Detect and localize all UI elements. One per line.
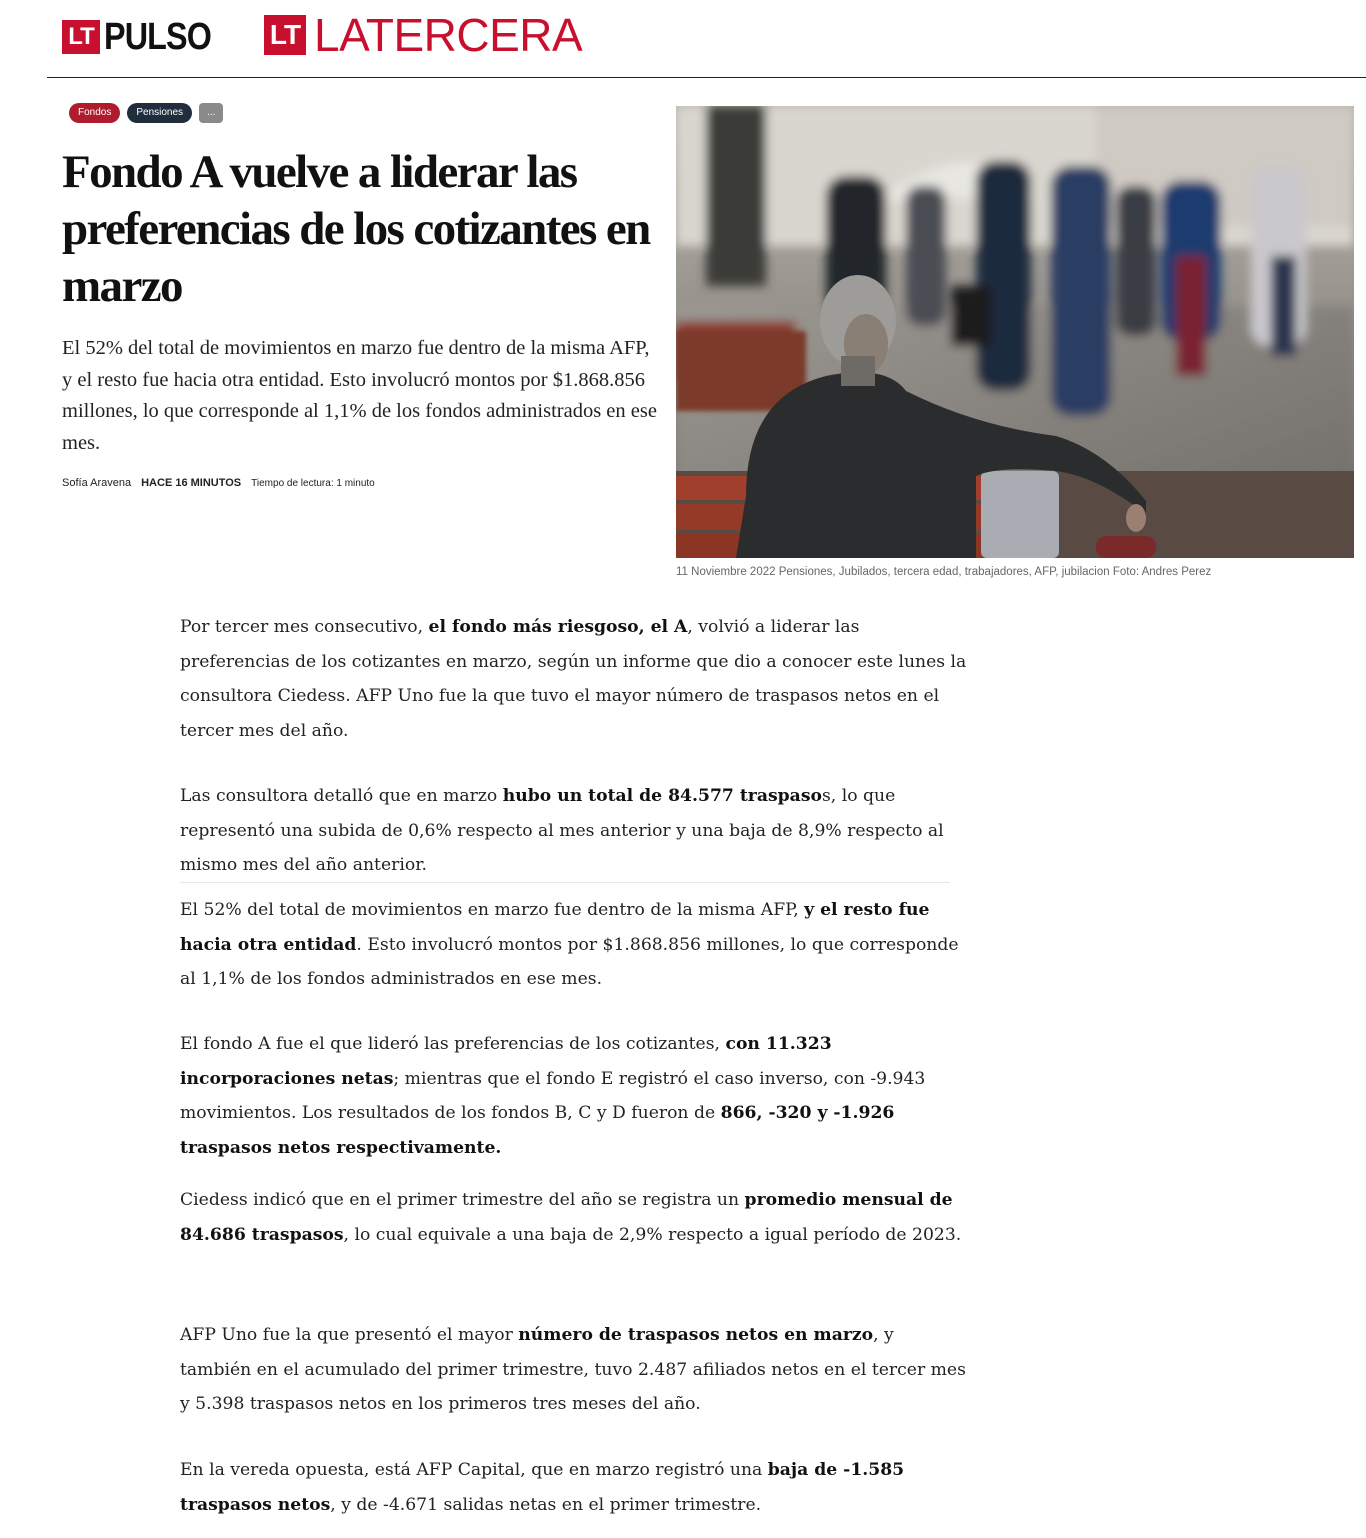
reading-time [251, 478, 375, 489]
article-paragraph: El fondo A fue el que lideró las preferencias de los cotizantes, con 11.323 incorporaciones netas; mientras que el fondo E registró el caso inverso, con -9.943 movimientos. Los resultados de los fondos B, C y D fueron de 866, -320 y -1.926 traspasos netos respectivamente. [180, 1034, 926, 1158]
pulso-logo-box: LT [62, 20, 100, 54]
article-lead: El 52% del total de movimientos en marzo fue dentro de la misma AFP, y el resto fue hacia otra entidad. Esto involucró montos por $1.868.856 millones, lo que corresponde al 1,1% de los fondos administrados en ese mes. [62, 337, 657, 454]
article-headline: Fondo A vuelve a liderar las preferencias de los cotizantes en marzo [62, 146, 650, 312]
article-paragraph: Por tercer mes consecutivo, el fondo más riesgoso, el A, volvió a liderar las preferencias de los cotizantes en marzo, según un informe que dio a conocer este lunes la consultora Ciedess. AFP Uno fue la que tuvo el mayor número de traspasos netos en el tercer mes del año. [180, 617, 967, 741]
reading-time-value: 1 minuto [336, 478, 375, 489]
tag-fondos[interactable]: Fondos [69, 103, 120, 123]
published-time: HACE 16 MINUTOS [141, 477, 242, 489]
tag-more-button[interactable]: ... [199, 103, 223, 123]
article-paragraph: En la vereda opuesta, está AFP Capital, que en marzo registró una baja de -1.585 traspasos netos, y de -4.671 salidas netas en el primer trimestre. [180, 1460, 905, 1515]
article-paragraph: Ciedess indicó que en el primer trimestre del año se registra un promedio mensual de 84.686 traspasos, lo cual equivale a una baja de 2,9% respecto a igual período de 2023. [180, 1190, 962, 1245]
article-paragraph: El 52% del total de movimientos en marzo fue dentro de la misma AFP, y el resto fue hacia otra entidad. Esto involucró montos por $1.868.856 millones, lo que corresponde al 1,1% de los fondos administrados en ese mes. [180, 900, 959, 989]
pulso-logo[interactable] [62, 16, 230, 58]
reading-time-label: Tiempo de lectura: [251, 478, 334, 489]
hero-photo-illustration [676, 106, 1354, 558]
tag-pensiones[interactable]: Pensiones [127, 103, 192, 123]
latercera-logo[interactable] [264, 9, 583, 61]
article-paragraph: AFP Uno fue la que presentó el mayor número de traspasos netos en marzo, y también en el acumulado del primer trimestre, tuvo 2.487 afiliados netos en el tercer mes y 5.398 traspasos netos en los primeros tres meses del año. [180, 1325, 966, 1414]
tag-list [69, 103, 223, 123]
author-link[interactable]: Sofía Aravena [62, 477, 132, 489]
pulso-logo-word: PULSO [104, 16, 212, 58]
latercera-logo-box: LT [264, 15, 306, 55]
latercera-logo-word: LATERCERA [314, 9, 583, 61]
article-paragraph: Las consultora detalló que en marzo hubo un total de 84.577 traspasos, lo que representó una subida de 0,6% respecto al mes anterior y una baja de 8,9% respecto al mismo mes del año anterior. [180, 786, 944, 875]
site-header [0, 0, 1366, 78]
byline [62, 477, 375, 489]
paragraph-divider [180, 882, 950, 883]
image-caption: 11 Noviembre 2022 Pensiones, Jubilados, tercera edad, trabajadores, AFP, jubilacion Foto: Andres Perez [676, 566, 1212, 578]
hero-photo [676, 106, 1354, 558]
header-divider [47, 77, 1366, 78]
